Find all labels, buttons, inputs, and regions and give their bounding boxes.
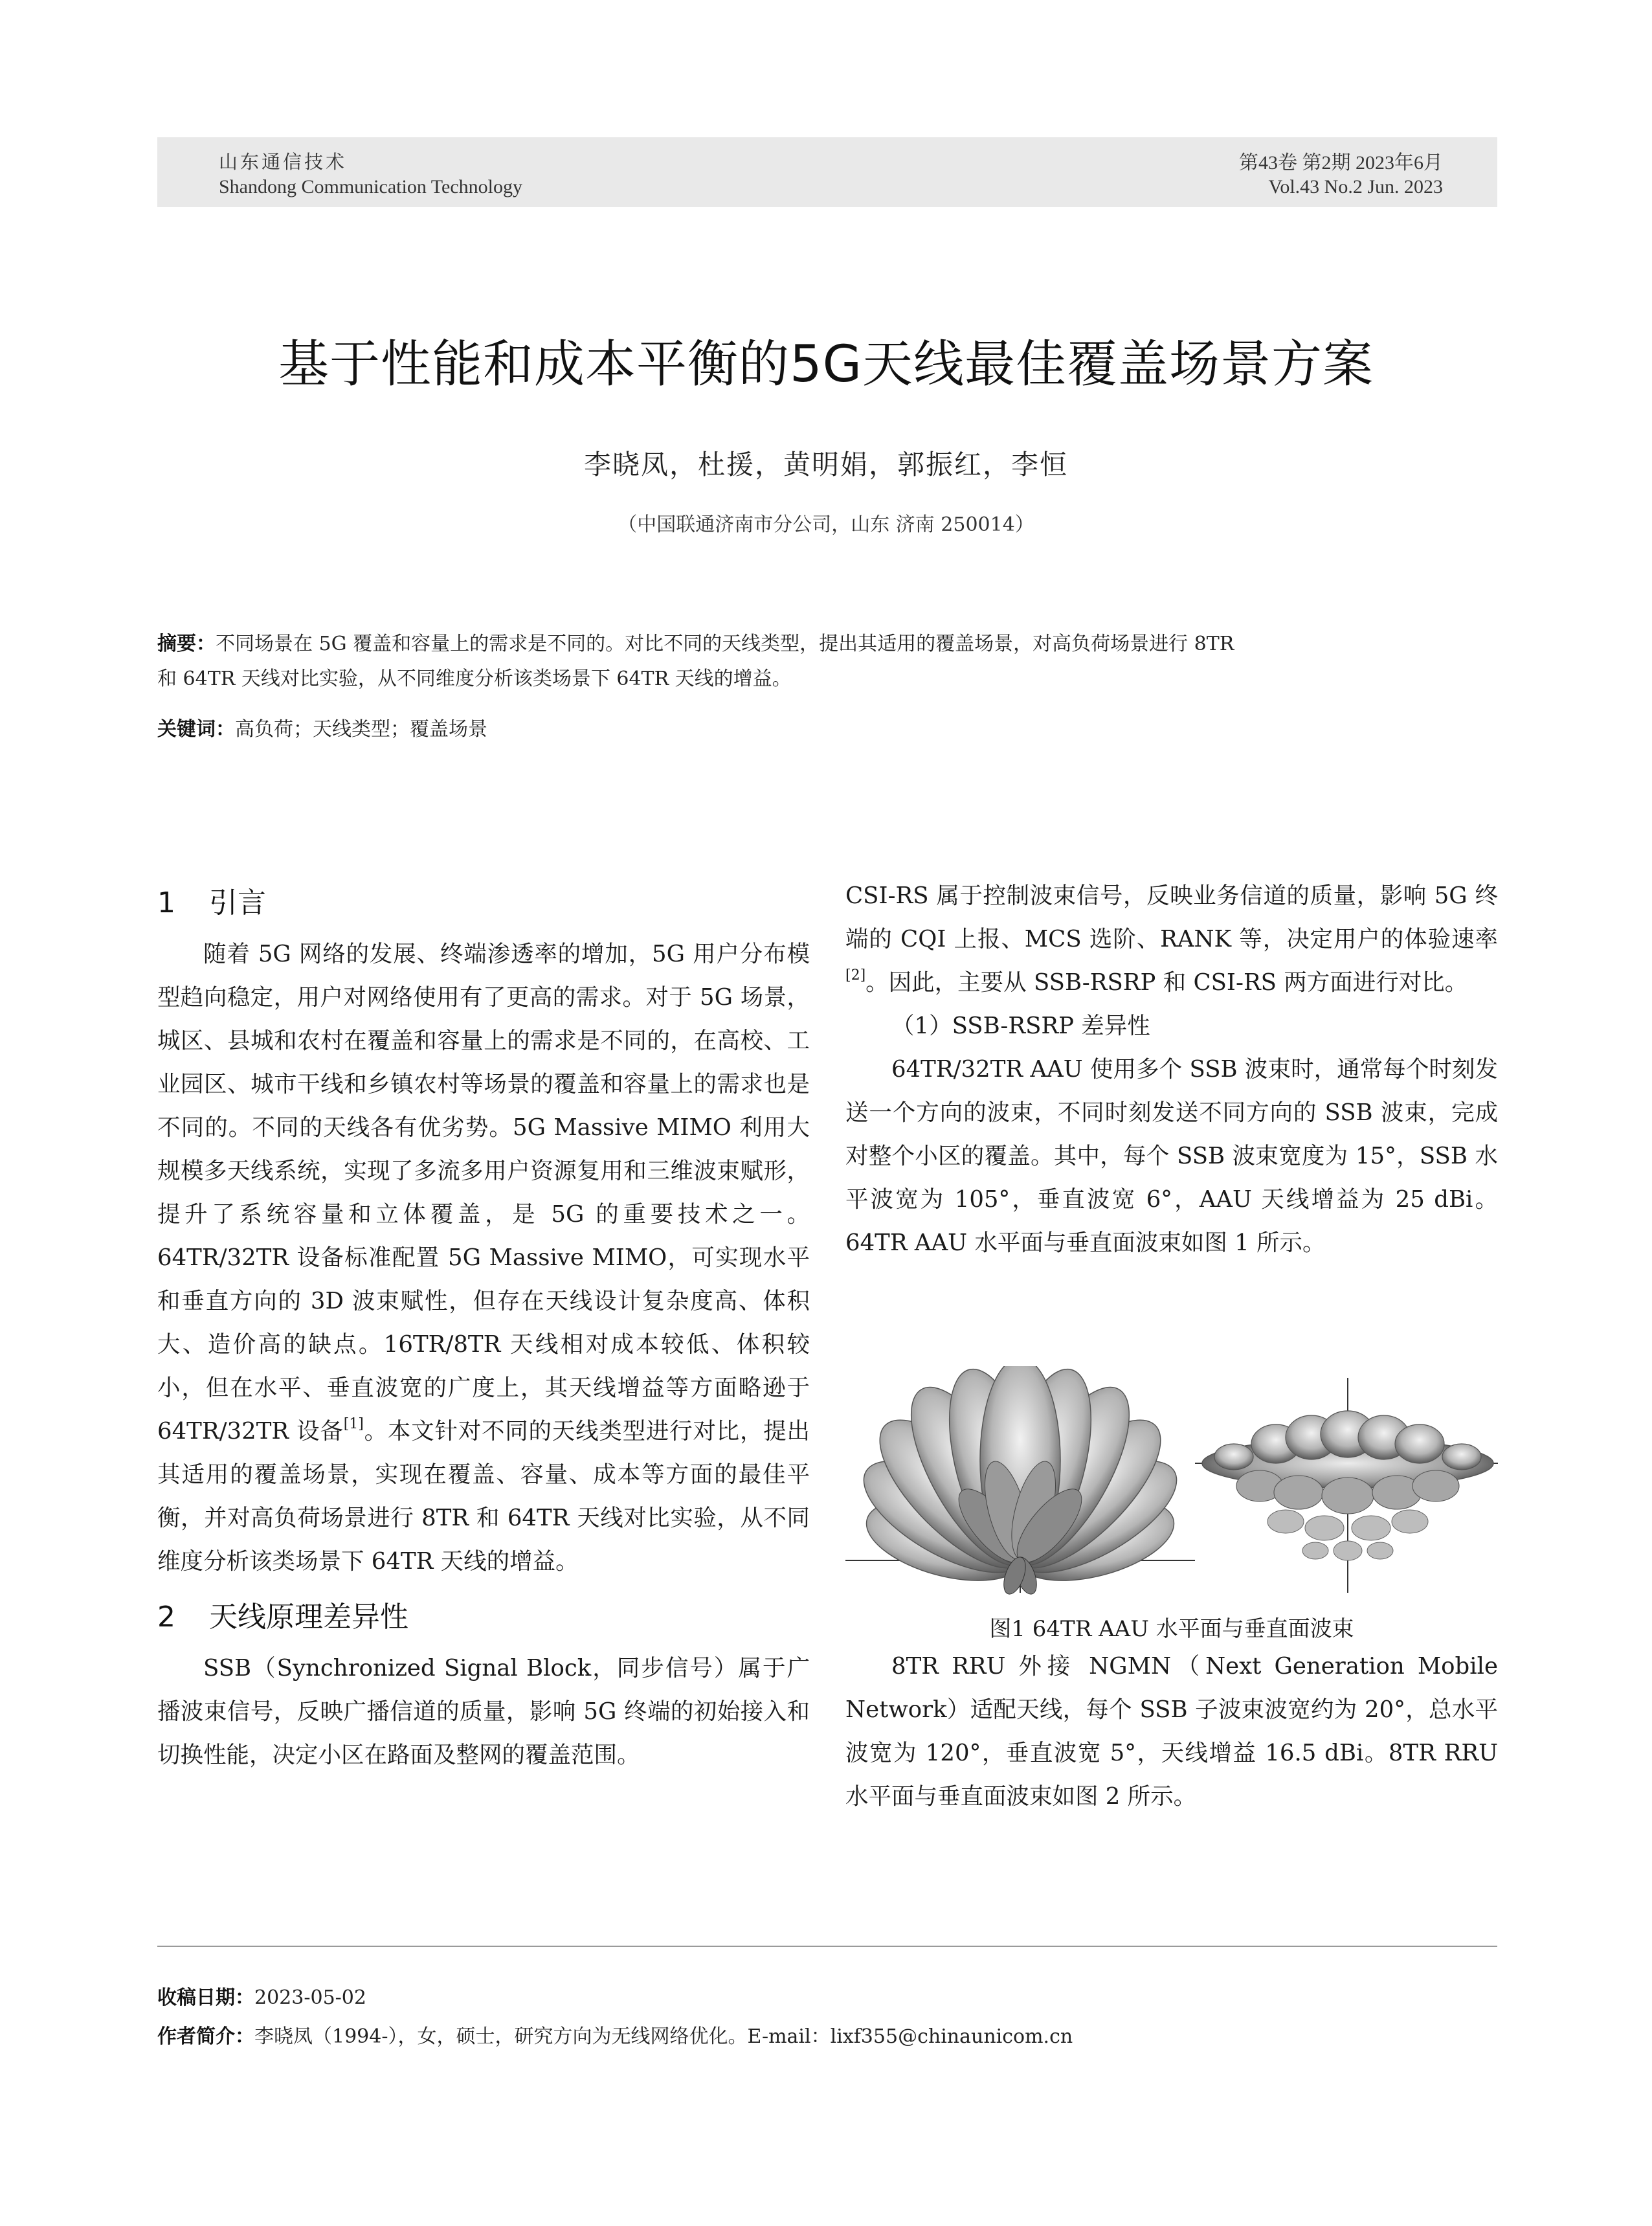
keywords [157,712,1497,747]
figure-1-beam-patterns [845,1366,1498,1599]
issue-info-en: Vol.43 No.2 Jun. 2023 [1268,176,1443,197]
csi-rs-text-end: 。因此，主要从 SSB-RSRP 和 CSI-RS 两方面进行对比。 [865,969,1468,996]
right-column [845,874,1498,1265]
affiliation: （中国联通济南市分公司，山东 济南 250014） [618,513,1034,536]
paper-title: 基于性能和成本平衡的5G天线最佳覆盖场景方案 [278,335,1374,394]
journal-name-en: Shandong Communication Technology [219,176,522,197]
issue-info-cn: 第43卷 第2期 2023年6月 [1239,152,1443,174]
section-2-number: 2 [157,1601,175,1634]
section-2-heading [157,1588,810,1647]
csi-rs-paragraph [845,874,1498,1004]
section-1-text: 随着 5G 网络的发展、终端渗透率的增加，5G 用户分布模型趋向稳定，用户对网络使用有了更高的需求。对于 5G 场景，城区、县城和农村在覆盖和容量上的需求是不同的，在高校、工业园区、城市干线和乡镇农村等场景的覆盖和容量上的需求也是不同的。不同的天线各有优劣势。5G Massive MIMO 利用大规模多天线系统，实现了多流多用户资源复用和三维波束赋形，提升了系统容量和立体覆盖，是 5G 的重要技术之一。64TR/32TR 设备标准配置 5G Massive MIMO，可实现水平和垂直方向的 3D 波束赋性，但存在天线设计复杂度高、体积大、造价高的缺点。16TR/8TR 天线相对成本较低、体积较小，但在水平、垂直波宽的广度上，其天线增益等方面略逊于 64TR/32TR 设备 [157,941,810,1445]
citation-1: [1] [343,1416,364,1432]
abstract-line-1: 不同场景在 5G 覆盖和容量上的需求是不同的。对比不同的天线类型，提出其适用的覆盖场景，对高负荷场景进行 8TR [216,633,1234,655]
received-date [157,1981,1497,2010]
received-value: 2023-05-02 [254,1986,366,2009]
keywords-text: 高负荷；天线类型；覆盖场景 [235,718,487,741]
section-2-title: 天线原理差异性 [209,1601,408,1634]
author-bio [157,2020,1497,2049]
abstract-label: 摘要： [157,633,216,655]
section-1-text-end: 。本文针对不同的天线类型进行对比，提出其适用的覆盖场景，实现在覆盖、容量、成本等方面的最佳平衡，并对高负荷场景进行 8TR 和 64TR 天线对比实验，从不同维度分析该类场景下 64TR 天线的增益。 [157,1418,810,1575]
abstract-line-2: 和 64TR 天线对比实验，从不同维度分析该类场景下 64TR 天线的增益。 [157,668,792,690]
author-bio-text: 李晓凤（1994-），女，硕士，研究方向为无线网络优化。E-mail：lixf355@chinaunicom.cn [254,2025,1073,2048]
keywords-label: 关键词： [157,718,235,741]
right-column-lower [845,1645,1498,1818]
abstract [157,627,1497,697]
author-bio-label: 作者简介： [157,2025,254,2048]
author-list: 李晓凤，杜援，黄明娟，郭振红，李恒 [583,449,1068,480]
section-2-paragraph: SSB（Synchronized Signal Block，同步信号）属于广播波束信号，反映广播信道的质量，影响 5G 终端的初始接入和切换性能，决定小区在路面及整网的覆盖范围。 [157,1655,810,1768]
ssb-rsrp-subheading: （1）SSB-RSRP 差异性 [891,1013,1150,1039]
left-column [157,874,810,1777]
vertical-plane-beams [1195,1378,1498,1593]
8tr-rru-paragraph: 8TR RRU 外接 NGMN（Next Generation Mobile Network）适配天线，每个 SSB 子波束波宽约为 20°，总水平波宽为 120°，垂直波宽 5°，天线增益 16.5 dBi。8TR RRU 水平面与垂直面波束如图 2 所示。 [845,1653,1498,1810]
horizontal-plane-beams [845,1366,1195,1597]
section-1-paragraph [157,932,810,1583]
section-1-title: 引言 [209,886,266,919]
citation-2: [2] [845,967,866,984]
ssb-beam-paragraph: 64TR/32TR AAU 使用多个 SSB 波束时，通常每个时刻发送一个方向的波束，不同时刻发送不同方向的 SSB 波束，完成对整个小区的覆盖。其中，每个 SSB 波束宽度为 15°，SSB 水平波宽为 105°，垂直波宽 6°，AAU 天线增益为 25 dBi。64TR AAU 水平面与垂直面波束如图 1 所示。 [845,1056,1498,1256]
footer-divider [157,1946,1497,1947]
section-1-number: 1 [157,886,175,919]
section-1-heading [157,874,810,932]
journal-name-cn: 山东通信技术 [219,151,348,173]
received-label: 收稿日期： [157,1986,254,2009]
csi-rs-text: CSI-RS 属于控制波束信号，反映业务信道的质量，影响 5G 终端的 CQI 上报、MCS 选阶、RANK 等，决定用户的体验速率 [845,883,1498,952]
figure-1-caption: 图1 64TR AAU 水平面与垂直面波束 [989,1616,1354,1642]
